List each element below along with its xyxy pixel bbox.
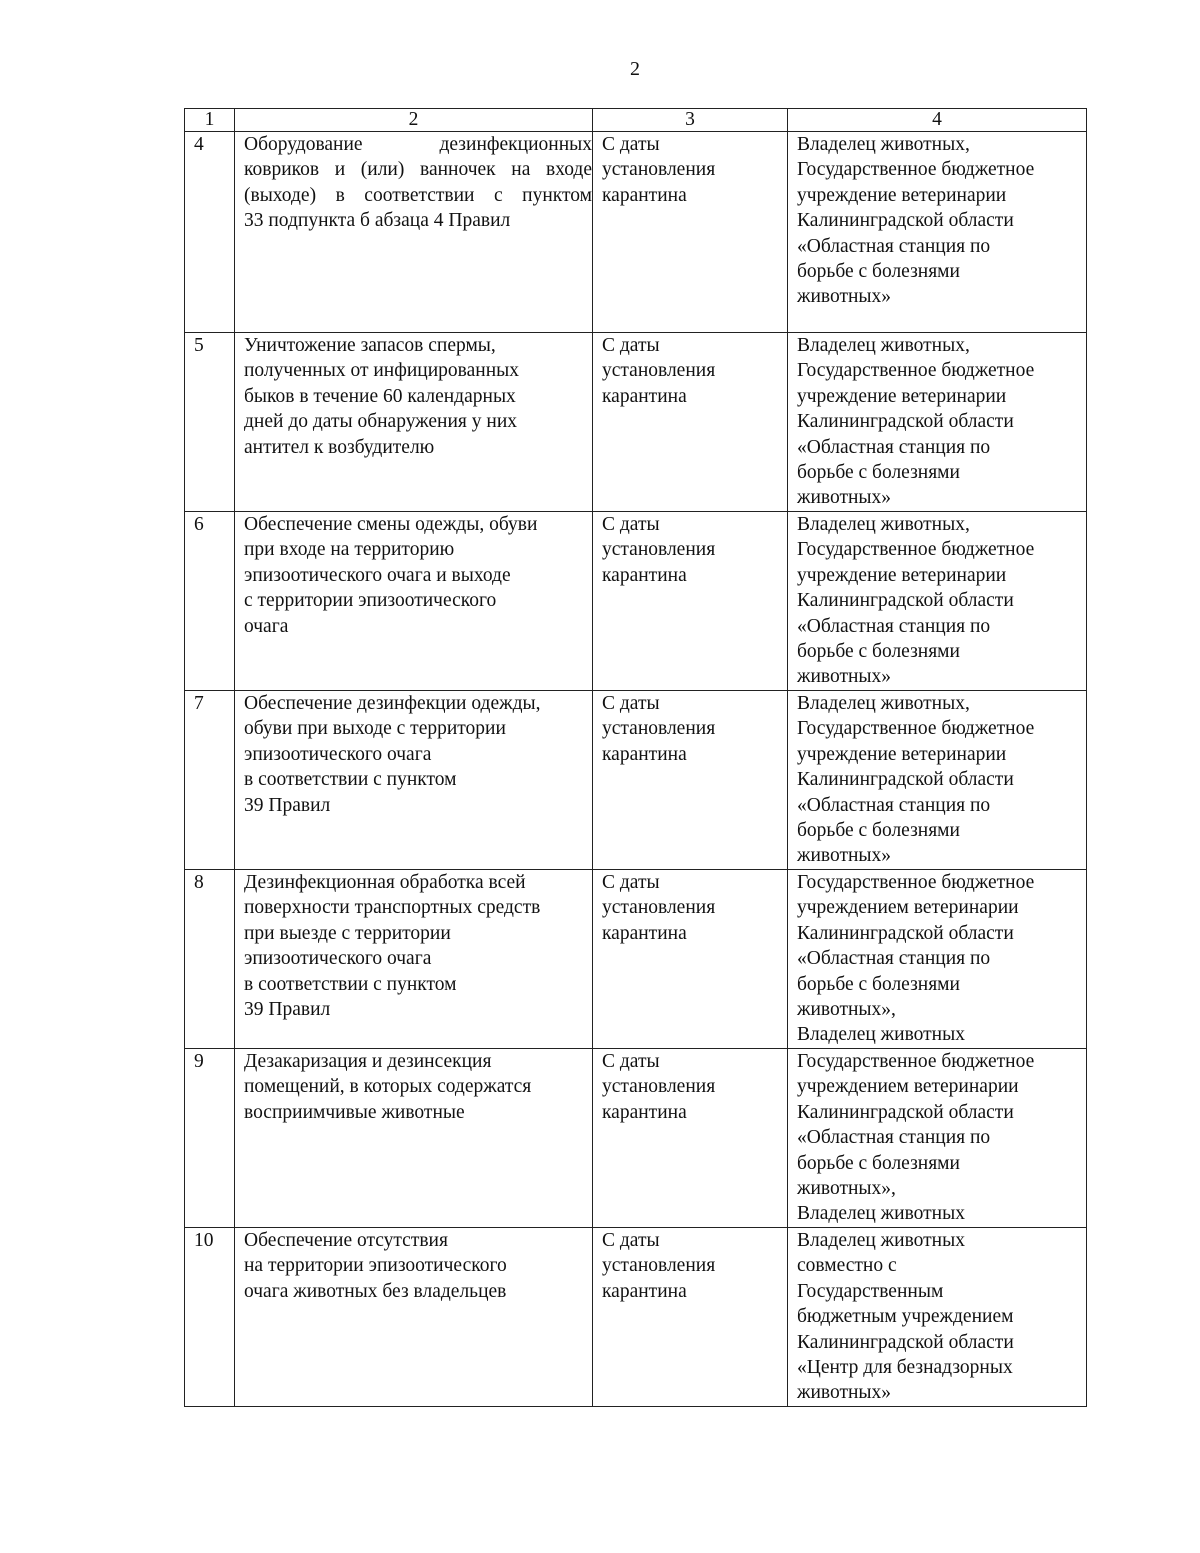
table-row xyxy=(185,1228,1087,1407)
responsible-cell-line: животных», xyxy=(797,1178,896,1200)
page-number: 2 xyxy=(630,58,640,80)
measure-cell-line: очага животных без владельцев xyxy=(244,1280,507,1302)
measure-cell xyxy=(235,870,593,1049)
term-cell-line: установления xyxy=(602,1255,716,1277)
term-cell-line: С даты xyxy=(602,1051,660,1072)
table-row xyxy=(185,512,1087,691)
term-cell-line: С даты xyxy=(602,514,660,535)
responsible-cell-line: Государственное бюджетное xyxy=(797,539,1035,561)
responsible-cell-line: животных» xyxy=(797,487,892,509)
responsible-cell-line: Владелец животных, xyxy=(797,693,970,714)
measure-cell-line: эпизоотического очага xyxy=(244,743,432,765)
measure-cell-line: поверхности транспортных средств xyxy=(244,897,541,919)
measure-cell-line: в соответствии с пунктом xyxy=(244,973,457,995)
measure-cell-line: Дезакаризация и дезинсекция xyxy=(244,1051,492,1072)
responsible-cell-line: Калининградской области xyxy=(797,210,1014,232)
measure-cell-line: антител к возбудителю xyxy=(244,436,435,458)
term-cell-line: карантина xyxy=(602,184,687,206)
term-cell xyxy=(593,512,788,691)
measure-cell xyxy=(235,512,593,691)
term-cell-line: карантина xyxy=(602,1101,687,1123)
measure-cell-line: (выходе) в соответствии с пунктом xyxy=(244,184,592,206)
term-cell-line: установления xyxy=(602,718,716,740)
measure-cell-line: эпизоотического очага и выходе xyxy=(244,564,511,586)
responsible-cell-line: Калининградской области xyxy=(797,411,1014,433)
term-cell xyxy=(593,691,788,870)
responsible-cell-line: Калининградской области xyxy=(797,1101,1014,1123)
row-number: 6 xyxy=(185,512,235,691)
term-cell xyxy=(593,870,788,1049)
responsible-cell-line: животных» xyxy=(797,666,892,688)
measure-cell-line: Уничтожение запасов спермы, xyxy=(244,335,496,356)
term-cell-line: С даты xyxy=(602,1230,660,1251)
responsible-cell-line: Государственное бюджетное xyxy=(797,159,1035,181)
row-number: 4 xyxy=(185,132,235,333)
responsible-cell-line: «Областная станция по xyxy=(797,1127,991,1149)
measure-cell-line: в соответствии с пунктом xyxy=(244,769,457,791)
term-cell-line: карантина xyxy=(602,564,687,586)
table-row xyxy=(185,132,1087,333)
measure-cell xyxy=(235,1049,593,1228)
measure-cell-line: быков в течение 60 календарных xyxy=(244,385,516,407)
term-cell-line: карантина xyxy=(602,922,687,944)
responsible-cell-line: учреждение ветеринарии xyxy=(797,385,1007,407)
responsible-cell-line: борьбе с болезнями xyxy=(797,261,960,283)
measure-cell-line: полученных от инфицированных xyxy=(244,360,519,382)
term-cell xyxy=(593,1228,788,1407)
row-number: 9 xyxy=(185,1049,235,1228)
measure-cell xyxy=(235,333,593,512)
measure-cell-line: ковриков и (или) ванночек на входе xyxy=(244,159,592,181)
responsible-cell-line: Государственное бюджетное xyxy=(797,1051,1035,1072)
responsible-cell-line: Владелец животных, xyxy=(797,514,970,535)
responsible-cell xyxy=(788,132,1087,333)
responsible-cell-line: Государственным xyxy=(797,1280,944,1302)
responsible-cell-line: Государственное бюджетное xyxy=(797,872,1035,893)
measure-cell xyxy=(235,1228,593,1407)
table-row xyxy=(185,333,1087,512)
responsible-cell-line: борьбе с болезнями xyxy=(797,820,960,842)
responsible-cell-line: животных» xyxy=(797,1382,892,1404)
responsible-cell-line: Владелец животных, xyxy=(797,134,970,155)
term-cell-line: установления xyxy=(602,159,716,181)
measure-cell-line: при выезде с территории xyxy=(244,922,451,944)
responsible-cell-line: животных» xyxy=(797,845,892,867)
row-number: 10 xyxy=(185,1228,235,1407)
responsible-cell xyxy=(788,333,1087,512)
responsible-cell-line: учреждением ветеринарии xyxy=(797,1076,1019,1098)
responsible-cell-line: Калининградской области xyxy=(797,1331,1014,1353)
table-row xyxy=(185,691,1087,870)
responsible-cell xyxy=(788,512,1087,691)
term-cell-line: С даты xyxy=(602,872,660,893)
term-cell-line: карантина xyxy=(602,743,687,765)
measures-table xyxy=(184,108,1087,1407)
column-header: 2 xyxy=(235,109,593,132)
responsible-cell-line: Калининградской области xyxy=(797,922,1014,944)
term-cell-line: карантина xyxy=(602,1280,687,1302)
responsible-cell-line: «Областная станция по xyxy=(797,436,991,458)
measure-cell-line: помещений, в которых содержатся xyxy=(244,1076,532,1098)
responsible-cell-line: «Областная станция по xyxy=(797,794,991,816)
responsible-cell-line: Государственное бюджетное xyxy=(797,360,1035,382)
responsible-cell-line: «Областная станция по xyxy=(797,615,991,637)
measure-cell-line: дней до даты обнаружения у них xyxy=(244,411,518,433)
column-header: 3 xyxy=(593,109,788,132)
responsible-cell-line: учреждение ветеринарии xyxy=(797,184,1007,206)
table-body xyxy=(185,132,1087,1407)
row-number: 7 xyxy=(185,691,235,870)
measure-cell-line: Дезинфекционная обработка всей xyxy=(244,872,526,893)
responsible-cell-line: животных», xyxy=(797,999,896,1021)
measure-cell-line: на территории эпизоотического xyxy=(244,1255,507,1277)
responsible-cell-line: учреждение ветеринарии xyxy=(797,564,1007,586)
measure-cell-line: при входе на территорию xyxy=(244,539,455,561)
column-header: 4 xyxy=(788,109,1087,132)
responsible-cell-line: Владелец животных, xyxy=(797,335,970,356)
term-cell-line: С даты xyxy=(602,693,660,714)
responsible-cell-line: «Областная станция по xyxy=(797,235,991,257)
responsible-cell-line: Владелец животных xyxy=(797,1230,965,1251)
term-cell xyxy=(593,333,788,512)
responsible-cell-line: Государственное бюджетное xyxy=(797,718,1035,740)
measure-cell-line: Обеспечение отсутствия xyxy=(244,1230,448,1251)
responsible-cell-line: борьбе с болезнями xyxy=(797,973,960,995)
responsible-cell-line: учреждением ветеринарии xyxy=(797,897,1019,919)
measure-cell xyxy=(235,132,593,333)
responsible-cell-line: животных» xyxy=(797,286,892,308)
measure-cell-line: очага xyxy=(244,615,289,637)
responsible-cell-line: «Центр для безнадзорных xyxy=(797,1357,1013,1379)
measure-cell-line: Обеспечение смены одежды, обуви xyxy=(244,514,538,535)
column-header: 1 xyxy=(185,109,235,132)
responsible-cell-line: бюджетным учреждением xyxy=(797,1306,1014,1328)
responsible-cell-line: учреждение ветеринарии xyxy=(797,743,1007,765)
responsible-cell xyxy=(788,1228,1087,1407)
measure-cell-line: 33 подпункта б абзаца 4 Правил xyxy=(244,210,511,232)
responsible-cell-line: «Областная станция по xyxy=(797,948,991,970)
term-cell xyxy=(593,1049,788,1228)
measure-cell xyxy=(235,691,593,870)
table-header-row xyxy=(185,109,1087,132)
responsible-cell xyxy=(788,691,1087,870)
measure-cell-line: эпизоотического очага xyxy=(244,948,432,970)
responsible-cell-line: борьбе с болезнями xyxy=(797,641,960,663)
term-cell-line: установления xyxy=(602,897,716,919)
term-cell-line: установления xyxy=(602,1076,716,1098)
responsible-cell-line: Калининградской области xyxy=(797,769,1014,791)
term-cell-line: установления xyxy=(602,360,716,382)
row-number: 8 xyxy=(185,870,235,1049)
responsible-cell-line: Калининградской области xyxy=(797,590,1014,612)
measure-cell-line: Обеспечение дезинфекции одежды, xyxy=(244,693,541,714)
responsible-cell-line: борьбе с болезнями xyxy=(797,462,960,484)
term-cell xyxy=(593,132,788,333)
responsible-cell-line: борьбе с болезнями xyxy=(797,1152,960,1174)
term-cell-line: С даты xyxy=(602,335,660,356)
responsible-cell-line: совместно с xyxy=(797,1255,897,1277)
measure-cell-line: 39 Правил xyxy=(244,999,331,1021)
table-row xyxy=(185,1049,1087,1228)
term-cell-line: установления xyxy=(602,539,716,561)
measure-cell-line: Оборудование дезинфекционных xyxy=(244,134,592,155)
term-cell-line: карантина xyxy=(602,385,687,407)
measure-cell-line: обуви при выходе с территории xyxy=(244,718,506,740)
responsible-cell-line: Владелец животных xyxy=(797,1203,965,1225)
responsible-cell-line: Владелец животных xyxy=(797,1024,965,1046)
responsible-cell xyxy=(788,1049,1087,1228)
term-cell-line: С даты xyxy=(602,134,660,155)
responsible-cell xyxy=(788,870,1087,1049)
measure-cell-line: 39 Правил xyxy=(244,794,331,816)
table-row xyxy=(185,870,1087,1049)
measure-cell-line: с территории эпизоотического xyxy=(244,590,497,612)
row-number: 5 xyxy=(185,333,235,512)
measure-cell-line: восприимчивые животные xyxy=(244,1101,465,1123)
